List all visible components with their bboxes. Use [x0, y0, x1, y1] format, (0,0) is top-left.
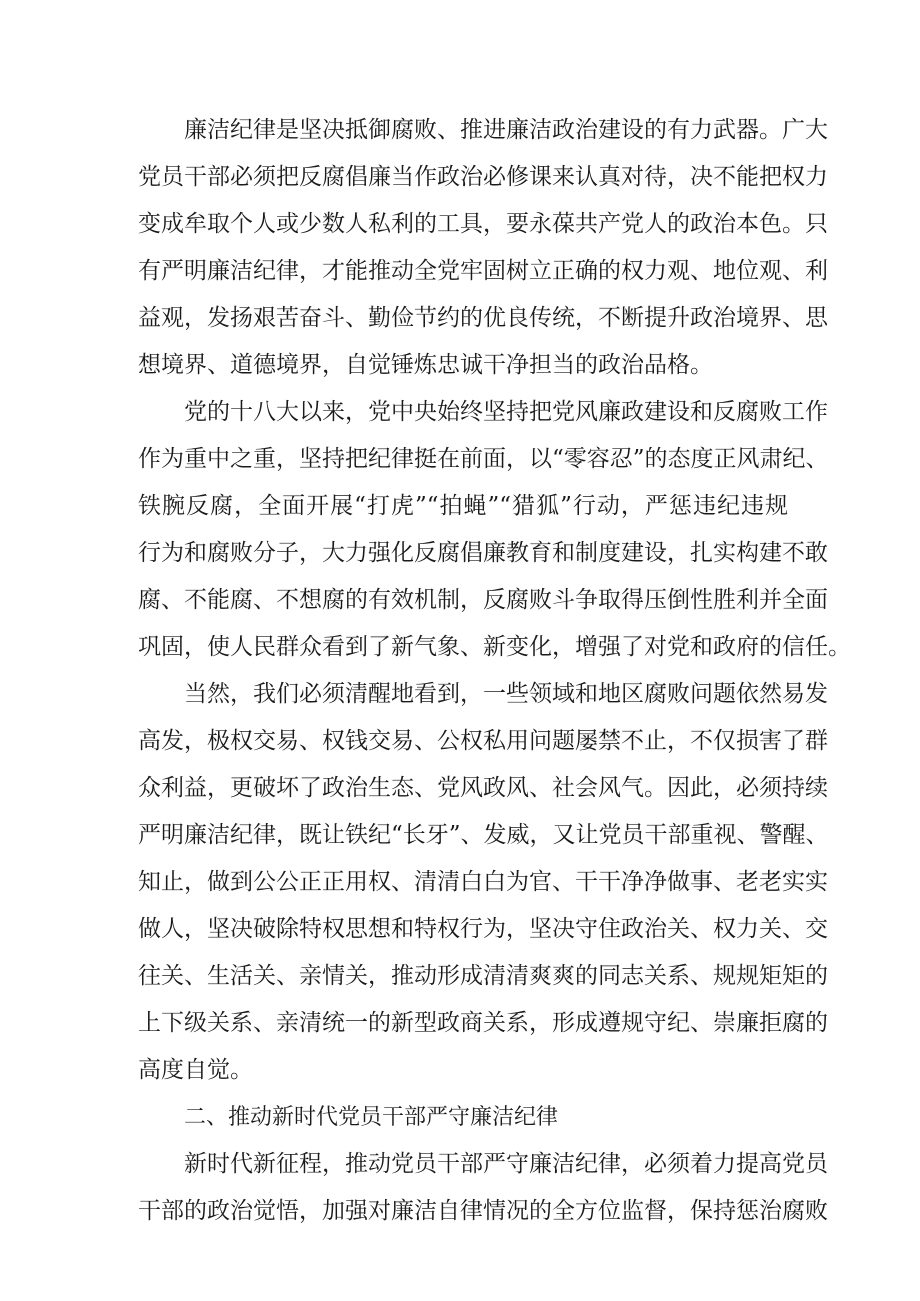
paragraph-1-line-5: 益观，发扬艰苦奋斗、勤俭节约的优良传统，不断提升政治境界、思 — [138, 305, 828, 331]
paragraph-4-line-2: 干部的政治觉悟，加强对廉洁自律情况的全方位监督，保持惩治腐败 — [138, 1198, 828, 1224]
paragraph-2-line-4: 行为和腐败分子，大力强化反腐倡廉教育和制度建设，扎实构建不敢 — [138, 540, 828, 566]
paragraph-4-line-1: 新时代新征程，推动党员干部严守廉洁纪律，必须着力提高党员 — [184, 1151, 828, 1177]
paragraph-1-line-4: 有严明廉洁纪律，才能推动全党牢固树立正确的权力观、地位观、利 — [138, 258, 828, 284]
paragraph-3-line-7: 往关、生活关、亲情关，推动形成清清爽爽的同志关系、规规矩矩的 — [138, 963, 828, 989]
paragraph-3-line-1: 当然，我们必须清醒地看到，一些领域和地区腐败问题依然易发 — [184, 681, 828, 707]
paragraph-1-line-2: 党员干部必须把反腐倡廉当作政治必修课来认真对待，决不能把权力 — [138, 164, 828, 190]
paragraph-3-line-3: 众利益，更破坏了政治生态、党风政风、社会风气。因此，必须持续 — [138, 775, 828, 801]
paragraph-2-line-3: 铁腕反腐，全面开展“打虎”“拍蝇”“猎狐”行动，严惩违纪违规 — [138, 493, 788, 519]
paragraph-3-line-2: 高发，极权交易、权钱交易、公权私用问题屡禁不止，不仅损害了群 — [138, 728, 828, 754]
paragraph-3-line-4: 严明廉洁纪律，既让铁纪“长牙”、发威，又让党员干部重视、警醒、 — [138, 822, 829, 848]
paragraph-3-line-5: 知止，做到公公正正用权、清清白白为官、干干净净做事、老老实实 — [138, 869, 828, 895]
paragraph-2-line-6: 巩固，使人民群众看到了新气象、新变化，增强了对党和政府的信任。 — [138, 634, 851, 660]
paragraph-1-line-6: 想境界、道德境界，自觉锤炼忠诚干净担当的政治品格。 — [138, 352, 713, 378]
paragraph-3-line-6: 做人，坚决破除特权思想和特权行为，坚决守住政治关、权力关、交 — [138, 916, 828, 942]
paragraph-3-line-9: 高度自觉。 — [138, 1057, 253, 1083]
paragraph-1-line-3: 变成牟取个人或少数人私利的工具，要永葆共产党人的政治本色。只 — [138, 211, 828, 237]
paragraph-1-line-1: 廉洁纪律是坚决抵御腐败、推进廉洁政治建设的有力武器。广大 — [184, 117, 828, 143]
paragraph-2-line-5: 腐、不能腐、不想腐的有效机制，反腐败斗争取得压倒性胜利并全面 — [138, 587, 828, 613]
paragraph-2-line-2: 作为重中之重，坚持把纪律挺在前面，以“零容忍”的态度正风肃纪、 — [138, 446, 829, 472]
section-heading: 二、推动新时代党员干部严守廉洁纪律 — [184, 1105, 559, 1130]
paragraph-2-line-1: 党的十八大以来，党中央始终坚持把党风廉政建设和反腐败工作 — [184, 399, 828, 425]
paragraph-3-line-8: 上下级关系、亲清统一的新型政商关系，形成遵规守纪、崇廉拒腐的 — [138, 1010, 828, 1036]
